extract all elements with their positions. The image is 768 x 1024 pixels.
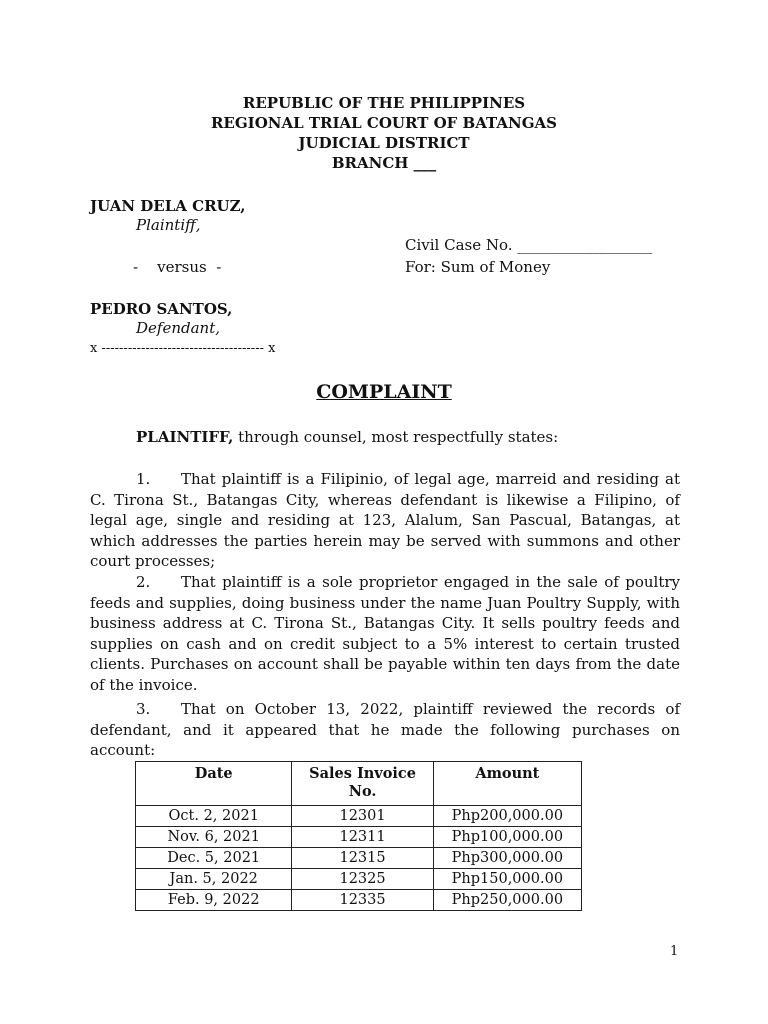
table-row: [136, 848, 582, 869]
plaintiff-role: Plaintiff,: [136, 216, 201, 234]
paragraph-3: [90, 699, 680, 761]
header-district: JUDICIAL DISTRICT: [298, 134, 470, 152]
defendant-role: Defendant,: [136, 319, 220, 337]
page-number: 1: [670, 944, 679, 959]
versus-label: - versus -: [133, 258, 222, 276]
paragraph-2-text: That plaintiff is a sole proprietor engaged in the sale of poultry feeds and supplies, doing business under the name Juan Poultry Supply, with business address at C. Tirona St., Batangas City. It sells poultry feeds and supplies on cash and on credit subject to a 5% interest to certain trusted clients. Purchases on account shall be payable within ten days from the date of the invoice.: [90, 573, 680, 694]
cell-invoice: 12315: [292, 848, 433, 869]
paragraph-1-text: That plaintiff is a Filipinio, of legal age, marreid and residing at C. Tirona St., Batangas City, whereas defendant is likewise a Filipino, of legal age, single and residing at 123, Alalum, San Pascual, Batangas, at which addresses the parties herein may be served with summons and other court processes;: [90, 470, 680, 570]
paragraph-1: [90, 469, 680, 572]
table-row: [136, 806, 582, 827]
header-court: REGIONAL TRIAL COURT OF BATANGAS: [210, 114, 558, 132]
table-header-row: [136, 762, 582, 806]
cell-invoice: 12325: [292, 869, 433, 890]
cell-date: Nov. 6, 2021: [136, 827, 292, 848]
cell-amount: Php300,000.00: [433, 848, 581, 869]
table-row: [136, 869, 582, 890]
cell-invoice: 12301: [292, 806, 433, 827]
cell-amount: Php200,000.00: [433, 806, 581, 827]
cell-amount: Php150,000.00: [433, 869, 581, 890]
header-sales-invoice: Sales Invoice No.: [292, 762, 433, 806]
civil-case-number: Civil Case No. __________________: [405, 236, 653, 254]
paragraph-3-text: That on October 13, 2022, plaintiff reviewed the records of defendant, and it appeared that he made the following purchases on account:: [90, 700, 680, 759]
table-row: [136, 890, 582, 911]
cell-date: Feb. 9, 2022: [136, 890, 292, 911]
cell-date: Oct. 2, 2021: [136, 806, 292, 827]
plaintiff-name: JUAN DELA CRUZ,: [90, 197, 246, 215]
case-nature: For: Sum of Money: [405, 258, 551, 276]
paragraph-1-number: 1.: [136, 470, 151, 488]
purchases-table: [135, 761, 582, 911]
header-branch: BRANCH ___: [331, 154, 437, 172]
header-republic: REPUBLIC OF THE PHILIPPINES: [242, 94, 526, 112]
paragraph-2: [90, 572, 680, 695]
cell-amount: Php100,000.00: [433, 827, 581, 848]
intro-rest: through counsel, most respectfully states:: [233, 428, 559, 446]
defendant-name: PEDRO SANTOS,: [90, 300, 233, 318]
cell-date: Dec. 5, 2021: [136, 848, 292, 869]
intro-paragraph: [136, 428, 558, 446]
header-amount: Amount: [433, 762, 581, 806]
header-date: Date: [136, 762, 292, 806]
paragraph-3-number: 3.: [136, 700, 151, 718]
caption-separator: x ------------------------------------- x: [90, 341, 276, 356]
document-title: COMPLAINT: [316, 381, 452, 403]
cell-invoice: 12335: [292, 890, 433, 911]
cell-invoice: 12311: [292, 827, 433, 848]
cell-amount: Php250,000.00: [433, 890, 581, 911]
paragraph-2-number: 2.: [136, 573, 151, 591]
table-row: [136, 827, 582, 848]
intro-lead: PLAINTIFF,: [136, 428, 234, 446]
cell-date: Jan. 5, 2022: [136, 869, 292, 890]
